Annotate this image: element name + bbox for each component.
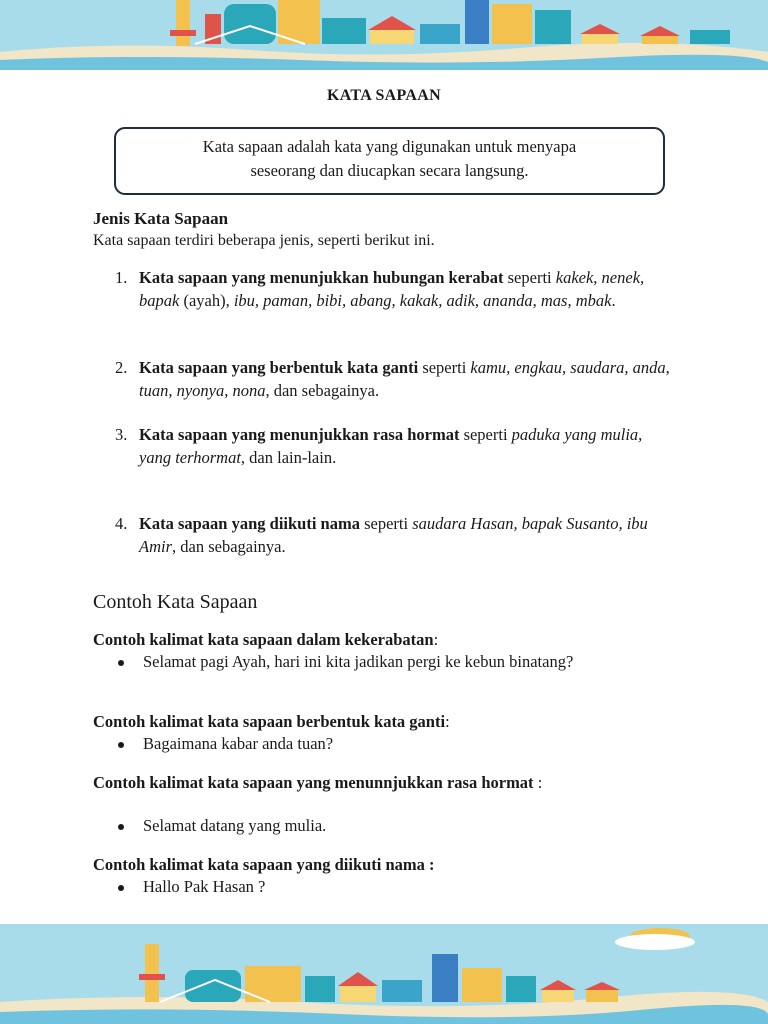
example-heading [93,854,675,876]
list-item [115,266,675,312]
item-italic-text: kamu, engkau, saudara, anda, tuan, nyonya, nona [139,358,670,400]
item-bold-text: Kata sapaan yang diikuti nama [139,514,360,533]
list-number: 4. [115,514,128,533]
example-colon: : [445,712,450,731]
item-text: (ayah), [179,291,234,310]
list-number: 1. [115,268,128,287]
bullet-icon [118,885,124,891]
definition-line: seseorang dan diucapkan secara langsung. [250,161,529,180]
bullet-icon [118,824,124,830]
item-text: , dan lain-lain. [240,448,337,467]
bullet-icon [118,660,124,666]
example-heading [93,772,675,794]
item-text: seperti [503,268,556,287]
bullet-text: Selamat datang yang mulia. [143,816,327,835]
item-text: seperti [459,425,512,444]
item-text: . [611,291,616,310]
list-number: 3. [115,425,128,444]
list-number: 2. [115,358,128,377]
item-text: , dan sebagainya. [265,381,380,400]
definition-box [114,127,665,195]
city-skyline-illustration [0,0,768,70]
example-heading-text: Contoh kalimat kata sapaan yang menunnjukkan rasa hormat [93,773,534,792]
example-heading-text: Contoh kalimat kata sapaan berbentuk kata ganti [93,712,446,731]
example-heading [93,629,675,651]
item-bold-text: Kata sapaan yang menunjukkan hubungan kerabat [139,268,504,287]
bullet-text: Bagaimana kabar anda tuan? [143,734,334,753]
example-colon: : [433,630,439,649]
bullet-text: Selamat pagi Ayah, hari ini kita jadikan pergi ke kebun binatang? [143,652,574,671]
top-city-banner [0,0,768,70]
example-heading [93,711,675,733]
item-bold-text: Kata sapaan yang berbentuk kata ganti [139,358,419,377]
item-text: , dan sebagainya. [172,537,286,556]
example-heading-text: Contoh kalimat kata sapaan dalam kekerabatan [93,630,434,649]
example-heading-text: Contoh kalimat kata sapaan yang diikuti nama : [93,855,435,874]
definition-line: Kata sapaan adalah kata yang digunakan untuk menyapa [202,137,577,156]
item-italic-text: kakek, nenek, bapak [139,268,645,310]
example-bullet [118,876,674,898]
list-item [115,356,675,402]
item-italic-text: saudara Hasan, bapak Susanto, ibu Amir [139,514,648,556]
jenis-intro: Kata sapaan terdiri beberapa jenis, seperti berikut ini. [93,232,435,249]
example-colon: : [533,773,543,792]
list-item [115,423,675,469]
jenis-heading: Jenis Kata Sapaan [93,209,229,228]
bullet-icon [118,742,124,748]
bottom-city-banner [0,924,768,1024]
example-bullet [118,733,674,755]
item-text: seperti [418,358,471,377]
item-bold-text: Kata sapaan yang menunjukkan rasa hormat [139,425,460,444]
item-italic-text: ibu, paman, bibi, abang, kakak, adik, ananda, mas, mbak [233,291,612,310]
item-italic-text: paduka yang mulia, yang terhormat [139,425,643,467]
page-title: KATA SAPAAN [327,87,441,104]
list-item [115,512,675,558]
example-bullet [118,815,674,837]
bullet-text: Hallo Pak Hasan ? [143,877,266,896]
example-bullet [118,651,674,673]
city-skyline-illustration [0,924,768,1024]
contoh-heading: Contoh Kata Sapaan [93,591,258,613]
item-text: seperti [359,514,413,533]
